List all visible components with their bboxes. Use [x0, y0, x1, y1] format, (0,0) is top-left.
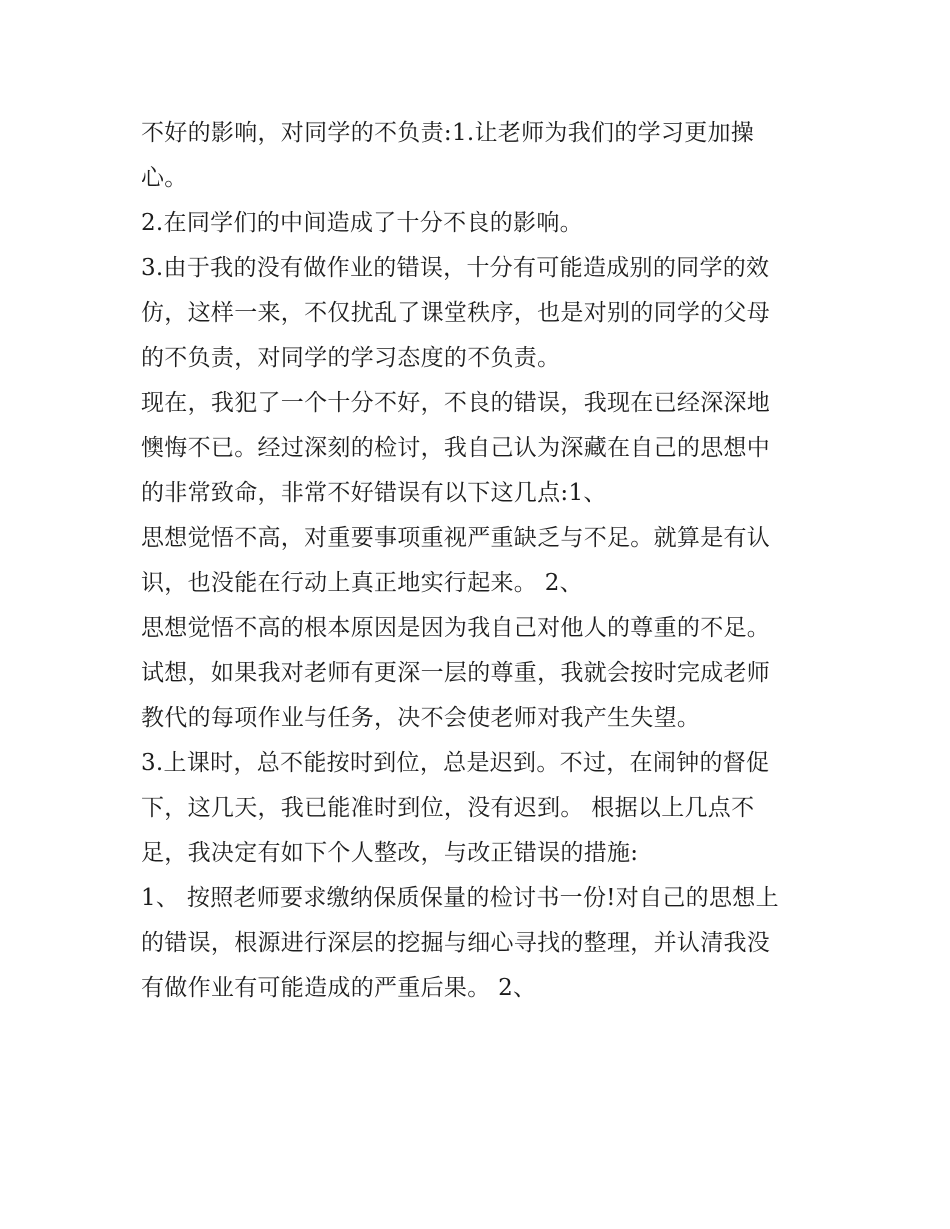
text-line: 教代的每项作业与任务，决不会使老师对我产生失望。	[141, 705, 701, 731]
text-line: 思想觉悟不高，对重要事项重视严重缺乏与不足。就算是有认	[141, 525, 771, 551]
text-line: 3.上课时，总不能按时到位，总是迟到。不过，在闹钟的督促	[141, 750, 770, 776]
text-line: 试想，如果我对老师有更深一层的尊重，我就会按时完成老师	[141, 660, 771, 686]
text-line: 不好的影响，对同学的不负责:1.让老师为我们的学习更加操	[141, 120, 755, 146]
text-line: 心。	[141, 165, 188, 191]
text-line: 的错误，根源进行深层的挖掘与细心寻找的整理，并认清我没	[141, 930, 771, 956]
text-line: 现在，我犯了一个十分不好，不良的错误，我现在已经深深地	[141, 390, 771, 416]
text-line: 仿，这样一来，不仅扰乱了课堂秩序，也是对别的同学的父母	[141, 300, 771, 326]
text-line: 3.由于我的没有做作业的错误，十分有可能造成别的同学的效	[141, 255, 770, 281]
text-line: 思想觉悟不高的根本原因是因为我自己对他人的尊重的不足。	[141, 615, 771, 641]
text-line: 下，这几天，我已能准时到位，没有迟到。 根据以上几点不	[141, 795, 755, 821]
document-body	[141, 111, 831, 1011]
text-line: 足，我决定有如下个人整改，与改正错误的措施:	[141, 840, 639, 866]
text-line: 的不负责，对同学的学习态度的不负责。	[141, 345, 561, 371]
text-line: 的非常致命，非常不好错误有以下这几点:1、	[141, 480, 607, 506]
text-line: 识，也没能在行动上真正地实行起来。 2、	[141, 570, 583, 596]
text-line: 2.在同学们的中间造成了十分不良的影响。	[141, 210, 583, 236]
text-line: 懊悔不已。经过深刻的检讨，我自己认为深藏在自己的思想中	[141, 435, 771, 461]
text-line: 1、 按照老师要求缴纳保质保量的检讨书一份!对自己的思想上	[141, 885, 779, 911]
text-line: 有做作业有可能造成的严重后果。 2、	[141, 975, 537, 1001]
